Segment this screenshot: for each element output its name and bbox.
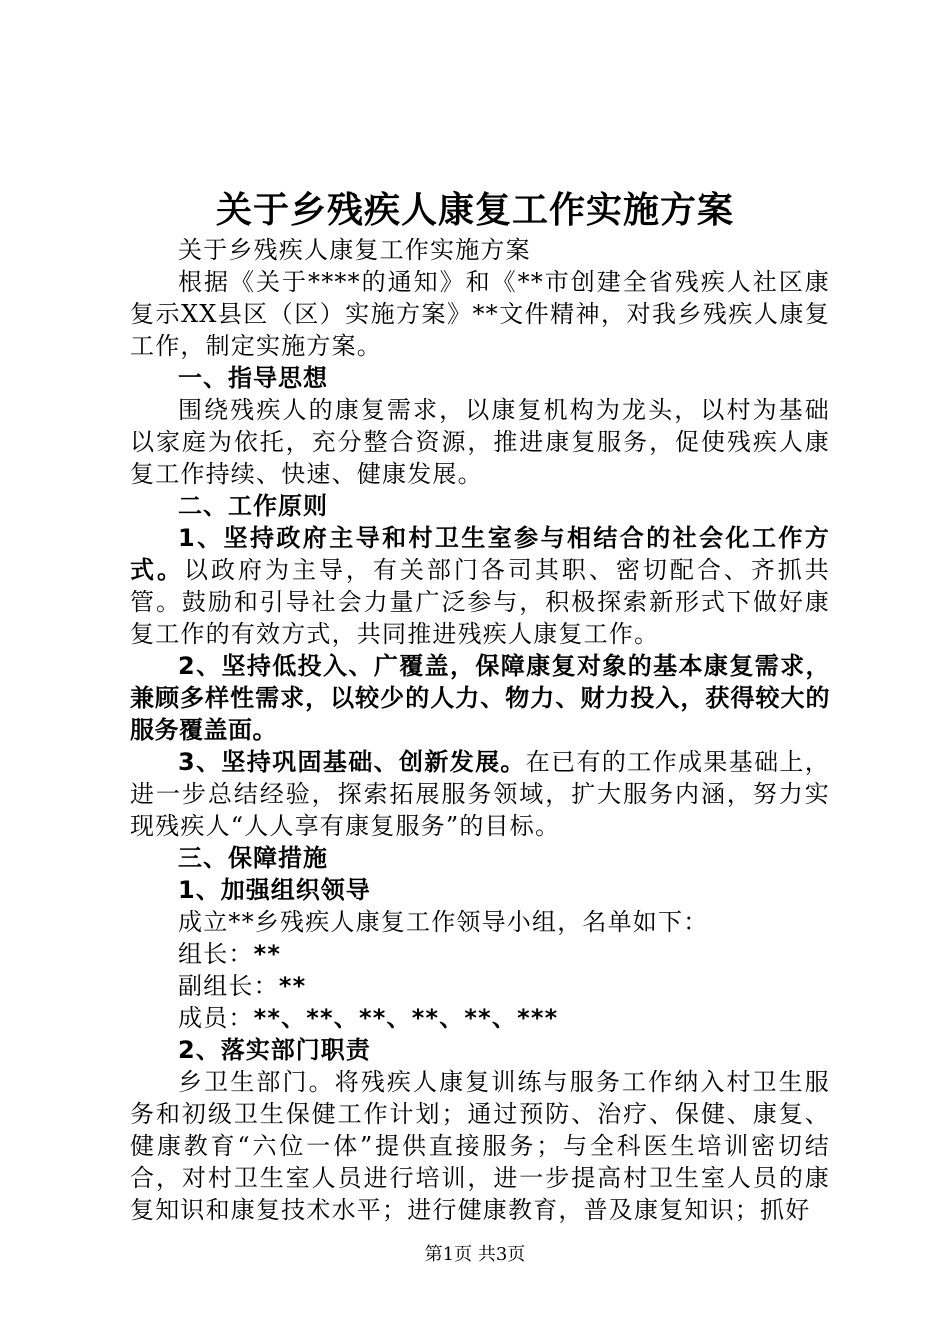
section-heading-work-principles: 二、工作原则 xyxy=(178,492,328,520)
principle-1-text: 以政府为主导，有关部门各司其职、密切配合、齐抓共管。鼓励和引导社会力量广泛参与，积极探索新形式下做好康复工作的有效方式，共同推进残疾人康复工作。 xyxy=(130,556,830,648)
principle-3-paragraph xyxy=(130,746,830,842)
principle-1-lead: 1、坚持政府主导和村卫生室参与相结合的社会化工作方式。 xyxy=(130,524,830,584)
members-line xyxy=(130,1002,830,1034)
principle-2-paragraph: 2、坚持低投入、广覆盖，保障康复对象的基本康复需求，兼顾多样性需求，以较少的人力、物力、财力投入，获得较大的服务覆盖面。 xyxy=(130,652,830,744)
principle-3-text: 在已有的工作成果基础上，进一步总结经验，探索拓展服务领域，扩大服务内涵，努力实现残疾人“人人享有康复服务”的目标。 xyxy=(130,748,830,840)
guiding-ideology-paragraph: 围绕残疾人的康复需求，以康复机构为龙头，以村为基础以家庭为依托，充分整合资源，推进康复服务，促使残疾人康复工作持续、快速、健康发展。 xyxy=(130,396,830,488)
responsibilities-paragraph: 乡卫生部门。将残疾人康复训练与服务工作纳入村卫生服务和初级卫生保健工作计划；通过预防、治疗、保健、康复、健康教育“六位一体”提供直接服务；与全科医生培训密切结合，对村卫生室人员进行培训，进一步提高村卫生室人员的康复知识和康复技术水平；进行健康教育，普及康复知识；抓好 xyxy=(130,1068,830,1224)
principle-1-paragraph xyxy=(130,522,830,650)
intro-paragraph: 根据《关于****的通知》和《**市创建全省残疾人社区康复示XX县区（区）实施方案》**文件精神，对我乡残疾人康复工作，制定实施方案。 xyxy=(130,268,830,360)
members-value: **、**、**、**、**、*** xyxy=(253,1004,559,1032)
organization-paragraph: 成立**乡残疾人康复工作领导小组，名单如下： xyxy=(178,908,709,936)
deputy-leader-value: ** xyxy=(278,972,307,1000)
deputy-leader-label: 副组长： xyxy=(178,972,279,1000)
subsection-heading-responsibilities: 2、落实部门职责 xyxy=(178,1036,371,1064)
section-heading-guiding-ideology: 一、指导思想 xyxy=(178,364,328,392)
members-label: 成员： xyxy=(178,1004,254,1032)
document-body xyxy=(130,234,830,1226)
subtitle-paragraph: 关于乡残疾人康复工作实施方案 xyxy=(178,236,531,264)
subsection-heading-organization: 1、加强组织领导 xyxy=(178,876,371,904)
deputy-leader-line xyxy=(130,970,830,1002)
document-title: 关于乡残疾人康复工作实施方案 xyxy=(215,189,734,231)
leader-label: 组长： xyxy=(178,940,254,968)
section-heading-safeguard-measures: 三、保障措施 xyxy=(178,844,328,872)
principle-3-lead: 3、坚持巩固基础、创新发展。 xyxy=(178,748,526,776)
leader-value: ** xyxy=(253,940,282,968)
leader-line xyxy=(130,938,830,970)
page-number-footer: 第1页 共3页 xyxy=(424,1244,526,1265)
